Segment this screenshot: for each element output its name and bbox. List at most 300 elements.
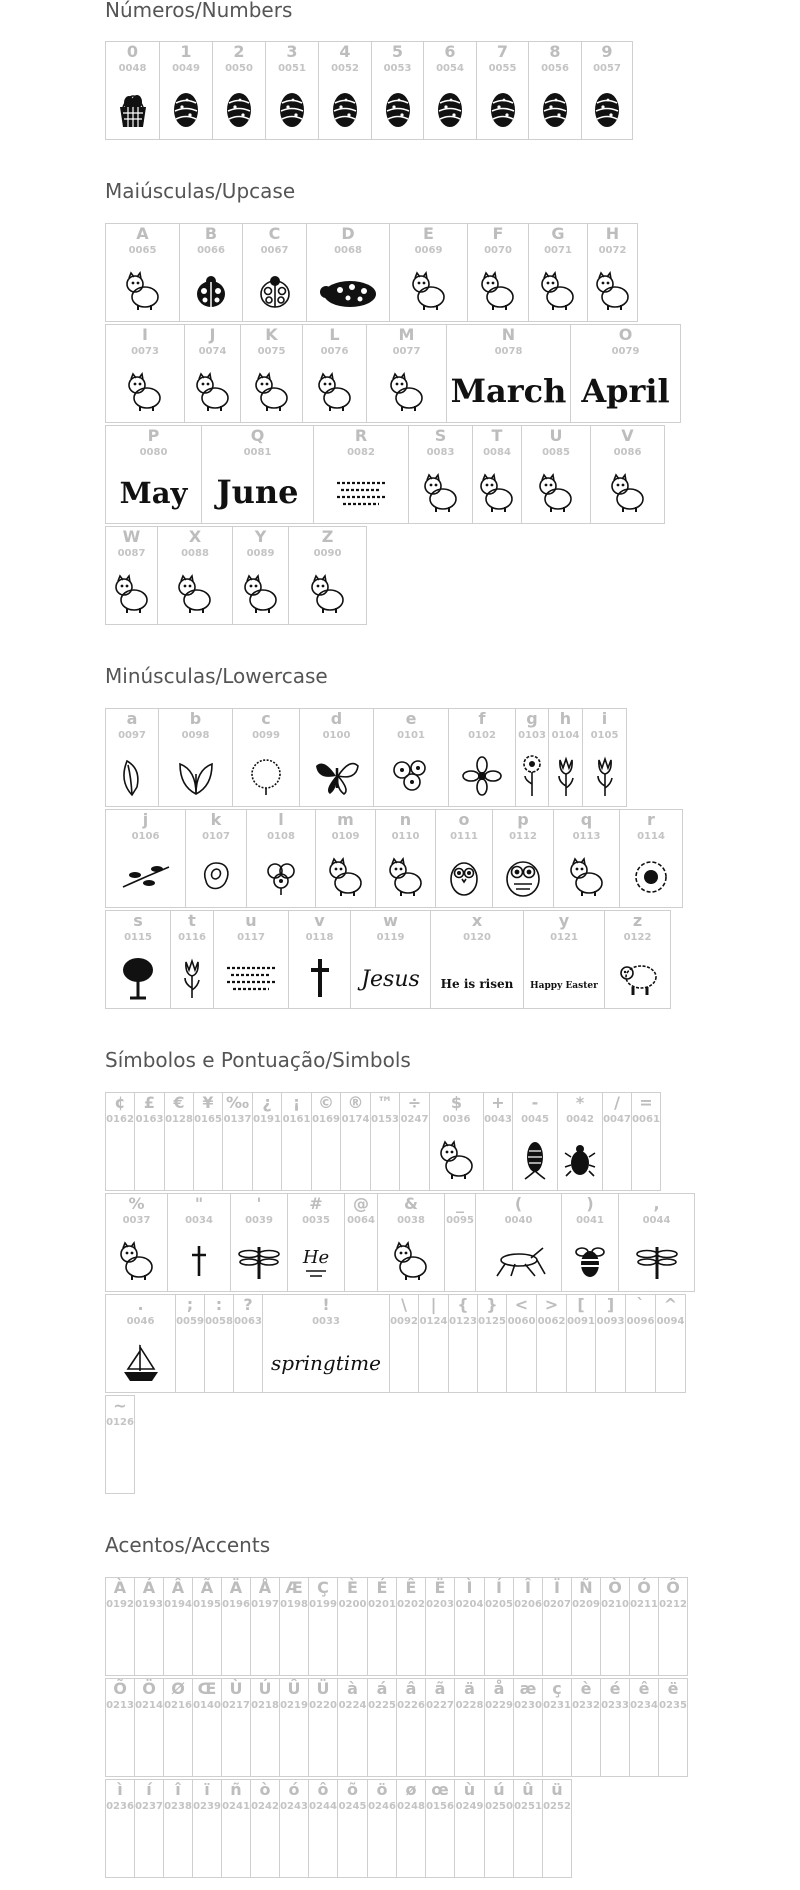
glyph-code: 0085 [542,447,570,458]
glyph-cell [629,1678,659,1777]
glyph-code: 0059 [176,1316,204,1327]
glyph-code: 0119 [376,932,405,943]
glyph-code: 0106 [131,831,160,842]
glyph-code: 0250 [485,1801,513,1812]
glyph-char: r [647,810,655,829]
glyph-char: v [314,911,325,930]
glyph-cell [134,1779,164,1878]
glyph-cell [595,1294,626,1393]
grid-row [105,324,681,423]
glyph-char: q [580,810,593,829]
glyph-code: 0038 [397,1215,425,1226]
glyph-cell [425,1577,455,1676]
glyph-cell [105,1678,135,1777]
bear-face-icon [432,1133,481,1186]
section-title-accents: Acentos/Accents [105,1533,271,1557]
glyph-cell [430,910,524,1009]
glyph-code: 0211 [630,1599,658,1610]
glyph-cell [287,1193,345,1292]
glyph-code: 0191 [253,1114,281,1125]
glyph-char: Œ [197,1679,217,1698]
bunny-icon [475,466,519,519]
egg-icon [374,82,421,135]
glyph-char: ; [186,1295,194,1314]
glyph-code: 0204 [455,1599,484,1610]
glyph-char: O [618,325,633,344]
glyph-cell [425,1678,455,1777]
glyph-cell [105,526,158,625]
glyph-cell [454,1577,485,1676]
grid-row [105,1294,686,1393]
lion-icon [411,466,470,519]
glyph-char: 0 [126,42,139,61]
glyph-char: 2 [233,42,245,61]
glyph-code: 0232 [572,1700,600,1711]
glyph-cell [557,1092,603,1191]
glyph-char: È [347,1578,358,1597]
glyph-cell [279,1779,309,1878]
glyph-char: H [605,224,620,243]
glyph-code: 0075 [257,346,286,357]
glyph-char: W [122,527,141,546]
glyph-code: 0174 [341,1114,370,1125]
branch-icon [108,850,183,903]
glyph-cell [193,1092,223,1191]
glyph-cell [655,1294,686,1393]
word-icon [108,466,199,519]
glyph-char: K [265,325,278,344]
svg-text:Jesus: Jesus [361,966,420,992]
glyph-cell [561,1193,619,1292]
glyph-cell [389,223,468,322]
glyph-char: Ô [666,1578,680,1597]
egg-icon [268,82,316,135]
glyph-code: 0156 [426,1801,454,1812]
glyph-cell [375,809,436,908]
glyph-code: 0108 [267,831,295,842]
glyph-cell [313,425,409,524]
glyph-code: 0055 [488,63,517,74]
glyph-code: 0078 [494,346,523,357]
corn-icon [515,1133,555,1186]
glyph-cell [542,1577,572,1676]
mouse-face-icon [380,1234,442,1287]
glyph-char: ! [322,1295,330,1314]
glyph-cell [105,708,159,807]
glyph-cell [221,1678,251,1777]
glyph-char: ø [405,1780,417,1799]
ladybug-outline-icon [245,264,304,317]
glyph-code: 0067 [260,245,289,256]
he-risen-icon [290,1234,342,1287]
glyph-char: Ø [171,1679,185,1698]
glyph-code: 0064 [347,1215,375,1226]
glyph-char: } [486,1295,498,1314]
glyph-cell [625,1294,656,1393]
glyph-char: X [188,527,202,546]
glyph-char: 6 [444,42,456,61]
glyph-char: D [341,224,355,243]
rose-icon [188,850,244,903]
glyph-code: 0049 [172,63,200,74]
glyph-char: h [559,709,572,728]
glyph-code: 0057 [593,63,621,74]
flowers-icon [376,749,446,802]
glyph-char: î [175,1780,181,1799]
glyph-code: 0082 [347,447,375,458]
glyph-code: 0241 [222,1801,250,1812]
glyph-char: B [204,224,218,243]
glyph-char: [ [577,1295,585,1314]
egg-icon [479,82,526,135]
glyph-cell [571,1678,601,1777]
glyph-char: ‰ [225,1093,250,1112]
glyph-code: 0096 [626,1316,655,1327]
glyph-code: 0098 [181,730,210,741]
elephant-icon [378,850,433,903]
glyph-code: 0207 [543,1599,571,1610]
leaves-icon [161,749,230,802]
glyph-code: 0100 [322,730,351,741]
glyph-code: 0107 [202,831,230,842]
glyph-char: œ [431,1780,449,1799]
glyph-char: a [126,709,138,728]
glyph-code: 0231 [543,1700,571,1711]
glyph-cell [542,1678,572,1777]
mouse-sitting-icon [108,1234,165,1287]
glyph-code: 0140 [193,1700,221,1711]
bush-icon [235,749,297,802]
glyph-char: Ñ [579,1578,593,1597]
ladybug-large-icon [309,264,387,317]
glyph-char: ã [434,1679,446,1698]
glyph-cell [308,1678,338,1777]
glyph-code: 0047 [603,1114,631,1125]
glyph-cell [367,1678,397,1777]
glyph-char: F [492,224,504,243]
glyph-code: 0058 [205,1316,233,1327]
glyph-code: 0073 [131,346,159,357]
glyph-cell [513,1577,543,1676]
glyph-code: 0062 [537,1316,566,1327]
glyph-code: 0090 [313,548,342,559]
glyph-cell [631,1092,661,1191]
glyph-code: 0229 [485,1700,513,1711]
glyph-cell [163,1577,193,1676]
glyph-char: # [309,1194,323,1213]
glyph-char: è [580,1679,592,1698]
glyph-cell [477,1294,507,1393]
glyph-char: Ö [142,1679,156,1698]
glyph-cell [105,1294,176,1393]
glyph-cell [105,324,185,423]
glyph-cell [232,526,289,625]
glyph-cell [582,708,627,807]
tulip-icon [585,749,624,802]
glyph-cell [232,708,300,807]
glyph-code: 0050 [225,63,253,74]
grid-row [105,1577,688,1676]
glyph-code: 0054 [436,63,464,74]
glyph-cell [279,1678,309,1777]
glyph-code: 0101 [397,730,425,741]
glyph-char: Î [525,1578,531,1597]
glyph-code: 0235 [659,1700,687,1711]
glyph-code: 0036 [442,1114,471,1125]
glyph-char: ? [243,1295,253,1314]
glyph-code: 0161 [282,1114,311,1125]
grid-row [105,526,367,625]
glyph-code: 0117 [237,932,265,943]
glyph-cell [246,809,316,908]
glyph-code: 0202 [397,1599,425,1610]
glyph-code: 0234 [630,1700,658,1711]
glyph-char: 9 [601,42,613,61]
glyph-char: À [113,1578,127,1597]
glyph-cell [548,708,583,807]
glyph-code: 0066 [197,245,225,256]
glyph-char: k [210,810,222,829]
glyph-char: É [376,1578,388,1597]
glyph-code: 0220 [309,1700,337,1711]
glyph-code: 0068 [334,245,362,256]
glyph-code: 0037 [122,1215,151,1226]
glyph-code: 0124 [419,1316,448,1327]
section-title-symbols: Símbolos e Pontuação/Simbols [105,1048,411,1072]
glyph-cell [240,324,303,423]
glyph-char: j [142,810,149,829]
glyph-cell [167,1193,231,1292]
glyph-cell [185,809,247,908]
glyph-char: ä [464,1679,475,1698]
caterpillar-icon [235,567,286,620]
glyph-cell [105,425,202,524]
glyph-cell [175,1294,205,1393]
glyph-cell [315,809,376,908]
glyph-code: 0239 [193,1801,221,1812]
glyph-code: 0104 [551,730,580,741]
glyph-code: 0228 [455,1700,484,1711]
glyph-cell [467,223,529,322]
glyph-code: 0074 [198,346,227,357]
svg-text:March: March [451,371,566,410]
dragonfly-icon [621,1234,692,1287]
rabbit-icon [108,567,155,620]
glyph-cell [566,1294,596,1393]
kitten-icon [590,264,635,317]
glyph-char: â [405,1679,417,1698]
glyph-char: 4 [339,42,351,61]
glyph-char: R [354,426,368,445]
glyph-char: € [173,1093,185,1112]
glyph-char: , [653,1194,660,1213]
glyph-char: Õ [113,1679,127,1698]
glyph-code: 0251 [514,1801,542,1812]
glyph-code: 0088 [181,548,209,559]
glyph-cell [619,809,683,908]
glyph-cell [265,41,319,140]
glyph-char: ¿ [262,1093,272,1112]
glyph-cell [506,1294,537,1393]
egg-icon [321,82,369,135]
glyph-cell [204,1294,234,1393]
glyph-code: 0217 [222,1700,250,1711]
glyph-char: - [531,1093,539,1112]
glyph-char: | [430,1295,437,1314]
glyph-char: ~ [113,1396,127,1415]
glyph-code: 0125 [478,1316,506,1327]
glyph-char: 7 [496,42,509,61]
glyph-char: 1 [180,42,192,61]
glyph-code: 0120 [463,932,491,943]
glyph-code: 0034 [185,1215,213,1226]
glyph-cell [396,1779,426,1878]
glyph-code: 0246 [368,1801,396,1812]
glyph-cell [192,1577,222,1676]
glyph-cell [337,1577,368,1676]
grid-row [105,1193,695,1292]
glyph-char: ¢ [114,1093,126,1112]
glyph-code: 0219 [280,1700,308,1711]
glyph-cell [396,1678,426,1777]
glyph-cell [629,1577,659,1676]
glyph-cell [570,324,681,423]
glyph-char: ó [288,1780,300,1799]
glyph-code: 0205 [485,1599,513,1610]
glyph-char: " [194,1194,204,1213]
glyph-cell [242,223,307,322]
cat-icon [531,264,585,317]
glyph-cell [105,910,171,1009]
grid-row [105,41,633,140]
glyph-char: > [544,1295,559,1314]
svg-text:Happy Easter: Happy Easter [530,980,598,991]
glyph-char: ¥ [202,1093,214,1112]
pig-icon [243,365,300,418]
glyph-char: o [458,810,470,829]
glyph-cell [373,708,449,807]
glyph-cell [340,1092,371,1191]
glyph-code: 0081 [243,447,272,458]
glyph-char: Ú [258,1679,272,1698]
glyph-char: Ì [466,1578,473,1597]
glyph-char: ö [376,1780,388,1799]
grid-row [105,1678,688,1777]
glyph-char: m [337,810,354,829]
glyph-char: õ [347,1780,358,1799]
tulip-icon [173,951,211,1004]
glyph-cell [192,1678,222,1777]
basket-icon [108,82,157,135]
glyph-code: 0114 [637,831,665,842]
glyph-char: 5 [391,42,404,61]
glyph-char: Ä [229,1578,243,1597]
glyph-code: 0044 [642,1215,671,1226]
glyph-code: 0061 [632,1114,660,1125]
glyph-cell [399,1092,430,1191]
glyph-cell [288,526,367,625]
lamb-icon [607,951,668,1004]
bouquet-icon [249,850,313,903]
glyph-char: Í [496,1578,502,1597]
glyph-code: 0200 [338,1599,367,1610]
bee-icon [564,1234,616,1287]
glyph-code: 0083 [426,447,455,458]
glyph-char: = [639,1093,653,1112]
glyph-code: 0236 [106,1801,134,1812]
glyph-char: ÷ [407,1093,422,1112]
glyph-cell [157,526,233,625]
glyph-cell [105,1395,135,1494]
glyph-char: ü [551,1780,563,1799]
cross-icon [291,951,348,1004]
glyph-char: í [146,1780,152,1799]
glyph-char: Y [254,527,267,546]
glyph-char: . [137,1295,144,1314]
glyph-code: 0249 [455,1801,484,1812]
tulip-icon [551,749,580,802]
mouse-icon [470,264,526,317]
glyph-code: 0043 [484,1114,512,1125]
svg-text:April: April [581,371,670,410]
glyph-code: 0112 [509,831,537,842]
glyph-char: û [522,1780,534,1799]
glyph-cell [528,223,588,322]
glyph-code: 0046 [126,1316,155,1327]
glyph-char: ú [493,1780,505,1799]
ladybug-icon [182,264,240,317]
glyph-char: æ [519,1679,537,1698]
glyph-cell [553,809,620,908]
glyph-cell [484,1678,514,1777]
sailboat-icon [108,1335,173,1388]
glyph-char: e [405,709,417,728]
glyph-code: 0094 [656,1316,685,1327]
glyph-code: 0206 [514,1599,542,1610]
glyph-char: b [189,709,202,728]
glyph-char: : [215,1295,223,1314]
glyph-cell [571,1577,601,1676]
glyph-char: Û [287,1679,301,1698]
glyph-char: z [632,911,643,930]
glyph-code: 0210 [601,1599,629,1610]
glyph-code: 0040 [504,1215,533,1226]
glyph-cell [600,1678,630,1777]
glyph-char: % [128,1194,145,1213]
glyph-cell [337,1779,368,1878]
egg-icon [162,82,210,135]
glyph-code: 0242 [251,1801,279,1812]
glyph-code: 0097 [118,730,146,741]
glyph-cell [600,1577,630,1676]
glyph-cell [221,1779,251,1878]
glyph-cell [302,324,367,423]
glyph-char: ` [636,1295,645,1314]
glyph-cell [435,809,493,908]
glyph-code: 0224 [338,1700,367,1711]
glyph-char: u [245,911,257,930]
glyph-char: Á [142,1578,156,1597]
glyph-cell [448,708,516,807]
glyph-cell [105,1577,135,1676]
glyph-code: 0099 [252,730,280,741]
text-art-icon [316,466,406,519]
glyph-cell [472,425,522,524]
glyph-code: 0080 [139,447,168,458]
glyph-cell [528,41,582,140]
script-word-icon [265,1335,387,1388]
glyph-code: 0214 [135,1700,163,1711]
